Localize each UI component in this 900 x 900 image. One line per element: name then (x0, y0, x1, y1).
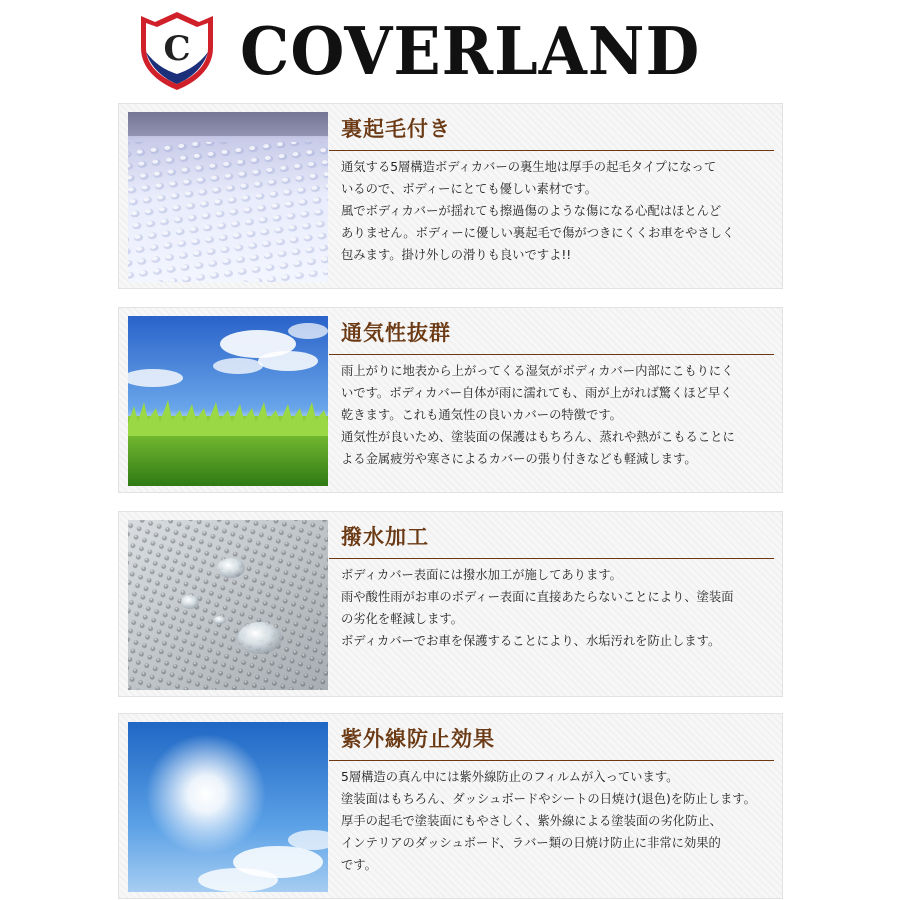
description-line: 雨や酸性雨がお車のボディー表面に直接あたらないことにより、塗装面 (341, 590, 734, 604)
description-line: の劣化を軽減します。 (341, 612, 463, 626)
logo-letter: C (163, 29, 191, 69)
sky-grass-image (128, 316, 328, 486)
feature-title: 裏起毛付き (341, 117, 451, 141)
description-line: 塗装面はもちろん、ダッシュボードやシートの日焼け(退色)を防止します。 (341, 792, 756, 806)
description-line: いです。ボディカバー自体が雨に濡れても、雨が上がれば驚くほど早く (341, 386, 733, 400)
description-line: 包みます。掛け外しの滑りも良いですよ!! (341, 248, 572, 262)
description-line: 厚手の起毛で塗装面にもやさしく、紫外線による塗装面の劣化防止、 (341, 814, 722, 828)
water-droplets-image (128, 520, 328, 690)
feature-description (341, 360, 776, 470)
feature-description (341, 766, 776, 876)
description-line: 乾きます。これも通気性の良いカバーの特徴です。 (341, 408, 622, 422)
description-line: 雨上がりに地表から上がってくる湿気がボディカバー内部にこもりにく (341, 364, 734, 378)
title-divider (329, 150, 774, 151)
description-line: です。 (341, 858, 377, 872)
description-line: よる金属疲労や寒さによるカバーの張り付きなども軽減します。 (341, 452, 697, 466)
feature-title: 通気性抜群 (341, 321, 451, 345)
description-line: インテリアのダッシュボード、ラバー類の日焼け防止に非常に効果的 (341, 836, 721, 850)
description-line: 通気する5層構造ボディカバーの裏生地は厚手の起毛タイプになって (341, 160, 717, 174)
feature-description (341, 156, 776, 266)
brand-name: COVERLAND (240, 13, 701, 90)
title-divider (329, 760, 774, 761)
header (0, 0, 900, 98)
description-line: 風でボディカバーが揺れても擦過傷のような傷になる心配はほとんど (341, 204, 722, 218)
feature-description (341, 564, 776, 652)
fleece-texture-image (128, 112, 328, 282)
feature-title: 撥水加工 (341, 525, 429, 549)
description-line: ボディカバーでお車を保護することにより、水垢汚れを防止します。 (341, 634, 721, 648)
description-line: ボディカバー表面には撥水加工が施してあります。 (341, 568, 622, 582)
description-line: いるので、ボディーにとても優しい素材です。 (341, 182, 598, 196)
feature-card-water-repellent (118, 511, 783, 697)
sun-sky-image (128, 722, 328, 892)
description-line: ありません。ボディーに優しい裏起毛で傷がつきにくくお車をやさしく (341, 226, 735, 240)
description-line: 5層構造の真ん中には紫外線防止のフィルムが入っています。 (341, 770, 679, 784)
feature-card-uv-protection (118, 713, 783, 899)
coverland-shield-logo-icon (135, 8, 219, 92)
title-divider (329, 354, 774, 355)
title-divider (329, 558, 774, 559)
feature-card-fleece (118, 103, 783, 289)
description-line: 通気性が良いため、塗装面の保護はもちろん、蒸れや熱がこもることに (341, 430, 735, 444)
feature-title: 紫外線防止効果 (341, 727, 495, 751)
feature-card-breathability (118, 307, 783, 493)
